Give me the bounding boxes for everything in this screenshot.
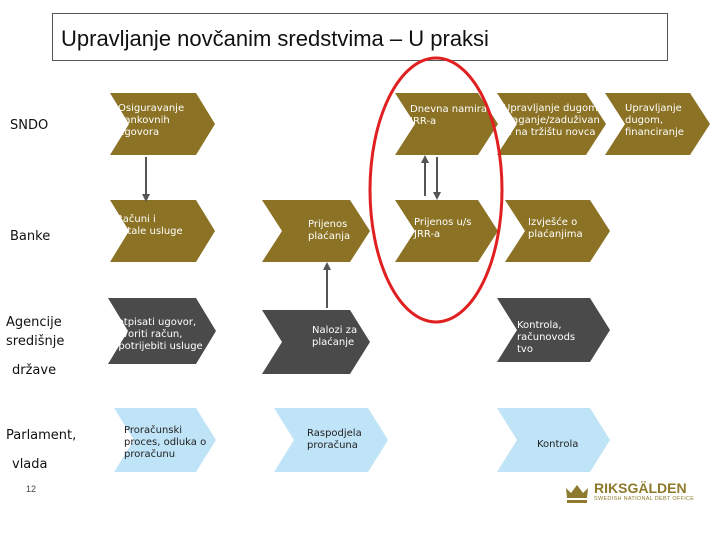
row-label-agencije: Agencije — [6, 315, 62, 330]
chevron-text-proracunski: Proračunski proces, odluka o proračunu — [124, 425, 207, 460]
chevron-text-izvjesce: Izvješće o plaćanjima — [528, 217, 583, 240]
row-label-parlament: Parlament, — [6, 428, 77, 443]
logo-name: RIKSGÄLDEN — [594, 480, 687, 496]
chevron-text-kontrola: Kontrola — [537, 439, 579, 450]
row-label-sredisnje: središnje — [6, 334, 65, 349]
chevron-text-osiguravanje: Osiguravanje bankovnih ugovora — [118, 103, 185, 138]
chevron-text-nalozi: Nalozi za plaćanje — [312, 325, 358, 348]
chevron-text-upravljanje-trziste: Upravljanje dugom, ulaganje/zaduživan je na tržištu novca — [503, 103, 602, 138]
chevron-text-raspodjela: Raspodjela proračuna — [307, 428, 362, 451]
row-label-vlada: vlada — [12, 457, 48, 472]
row-label-drzave: države — [12, 363, 57, 378]
chevron-text-potpisati: Potpisati ugovor, otvoriti račun, upotrijebiti usluge — [112, 317, 203, 352]
page-number: 12 — [26, 484, 37, 494]
crown-icon — [564, 482, 590, 506]
chevron-text-prijenos-placanja: Prijenos plaćanja — [308, 219, 351, 242]
chevron-text-kontrola-racunovodstvo: Kontrola, računovods tvo — [517, 320, 576, 355]
page-title: Upravljanje novčanim sredstvima – U praksi — [61, 26, 489, 51]
chevron-text-upravljanje-financiranje: Upravljanje dugom, financiranje — [625, 103, 684, 138]
logo-subtitle: SWEDISH NATIONAL DEBT OFFICE — [594, 496, 695, 502]
chevron-text-prijenos-jrr: Prijenos u/s JRR-a — [414, 217, 472, 240]
chevron-text-racuni: Računi i ostale usluge — [116, 214, 183, 237]
row-label-sndo: SNDO — [10, 118, 49, 133]
chevron-text-dnevna: Dnevna namira JRR-a — [410, 104, 487, 127]
row-label-banke: Banke — [10, 229, 51, 244]
